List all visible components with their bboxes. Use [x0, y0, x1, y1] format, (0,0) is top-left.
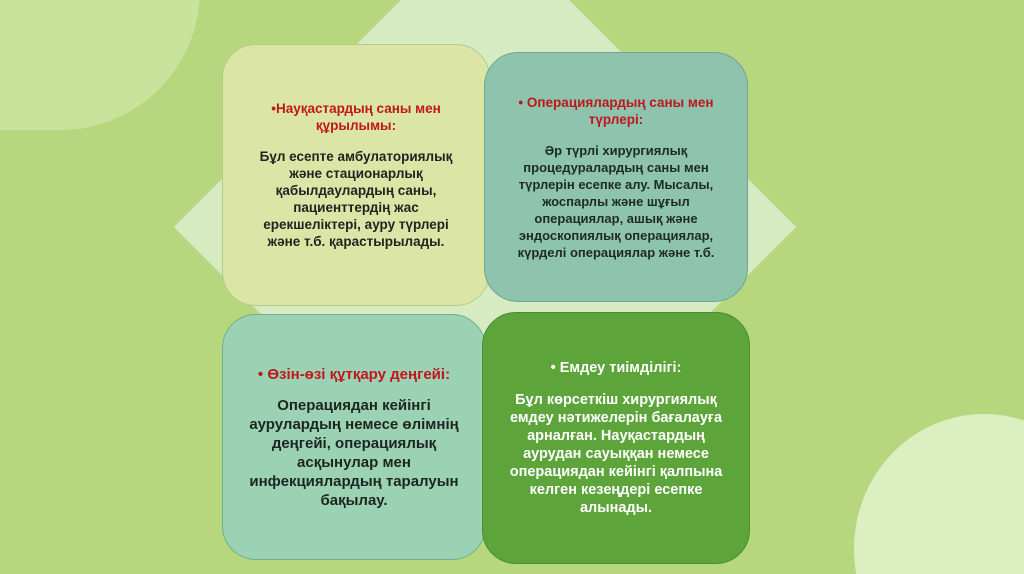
card-operations-types [484, 52, 748, 302]
card-body: Бұл көрсеткіш хирургиялық емдеу нәтижелерін бағалауға арналған. Науқастардың аурудан сауыққан немесе операциядан кейінгі қалпына келген кезеңдері есепке алынады. [509, 392, 723, 516]
card-title: • Өзін-өзі құтқару деңгейі: [257, 365, 451, 383]
card-self-rescue-level [222, 314, 486, 560]
card-body: Операциядан кейінгі аурулардың немесе өлімнің деңгейі, операциялық асқынулар мен инфекциялардың таралуын бақылау. [249, 396, 459, 509]
decorative-blob-bottom-right [854, 414, 1024, 574]
card-title: •Науқастардың саны мен құрылымы: [271, 101, 441, 133]
card-title: • Операциялардың саны мен түрлері: [518, 94, 714, 127]
card-treatment-effectiveness [482, 312, 750, 564]
card-title: • Емдеу тиімділігі: [550, 360, 682, 376]
card-body: Әр түрлі хирургиялық процедуралардың саны мен түрлерін есепке алу. Мысалы, жоспарлы және шұғыл операциялар, ашық және эндоскопиялық операциялар, күрделі операциялар және т.б. [517, 142, 715, 260]
card-patients-structure [222, 44, 490, 306]
card-body: Бұл есепте амбулаториялық және стационарлық қабылдаулардың саны, пациенттердің жас ерекшеліктері, ауру түрлері және т.б. қарастырылады. [259, 149, 453, 249]
decorative-blob-top-left [0, 0, 200, 130]
